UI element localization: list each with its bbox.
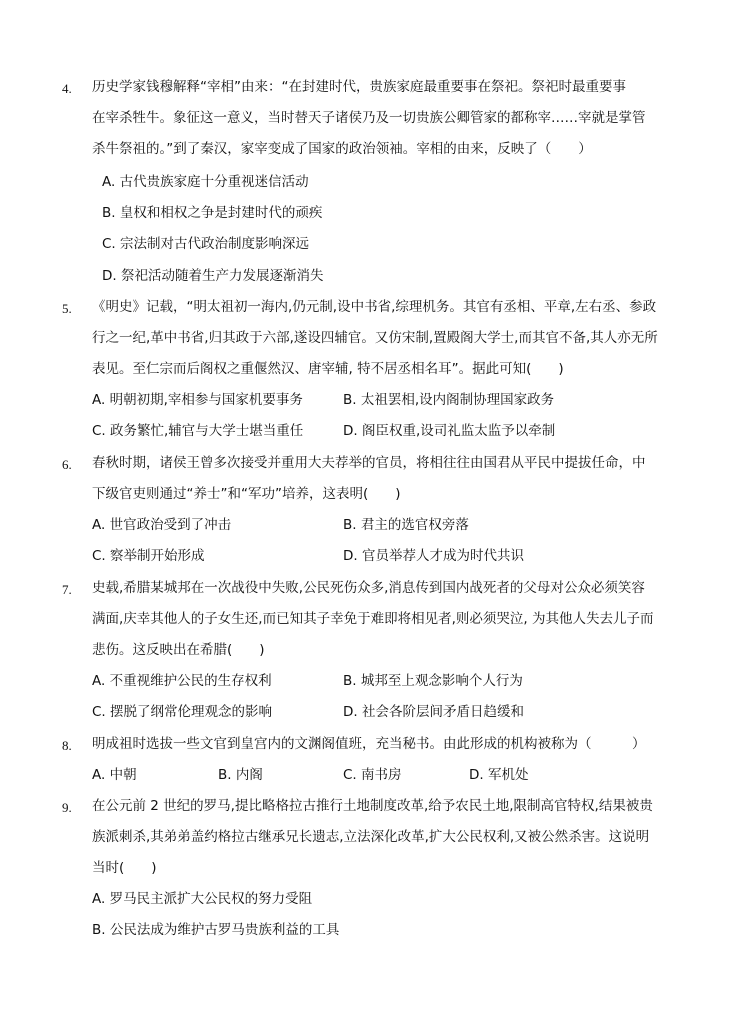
option-a[interactable]: A. 古代贵族家庭十分重视迷信活动 [102, 174, 309, 190]
question-stem-line: 悲伤。这反映出在希腊( ) [92, 642, 265, 658]
question-stem-line: 当时( ) [92, 860, 157, 876]
question-number: 6. [62, 457, 72, 472]
question-stem-line: 在公元前 2 世纪的罗马,提比略格拉古推行土地制度改革,给予农民土地,限制高官特权,结果被贵 [92, 798, 653, 814]
question-stem-line: 族派刺杀,其弟弟盖约格拉古继承兄长遗志,立法深化改革,扩大公民权利,又被公然杀害。这说明 [92, 829, 650, 845]
question-number: 4. [62, 81, 72, 96]
question-stem-line: 《明史》记载，“明太祖初一海内,仍元制,设中书省,综理机务。其官有丞相、平章,左右丞、参政 [92, 299, 657, 315]
question-stem-line: 行之一纪,革中书省,归其政于六部,遂设四辅官。又仿宋制,置殿阁大学士,而其官不备,其人亦无所 [92, 330, 658, 346]
question-stem-line: 杀牛祭祖的。”到了秦汉，家宰变成了国家的政治领袖。宰相的由来，反映了（ ） [92, 141, 592, 157]
question-number: 8. [62, 738, 72, 753]
option-a[interactable]: A. 世官政治受到了冲击 [92, 517, 232, 533]
option-d[interactable]: D. 祭祀活动随着生产力发展逐渐消失 [102, 268, 324, 284]
option-c[interactable]: C. 南书房 [343, 767, 402, 783]
question-number: 9. [62, 800, 72, 815]
option-b[interactable]: B. 太祖罢相,设内阁制协理国家政务 [343, 392, 555, 408]
option-d[interactable]: D. 阁臣权重,设司礼监太监予以牵制 [343, 423, 556, 439]
question-stem-line: 历史学家钱穆解释“宰相”由来：“在封建时代，贵族家庭最重要事在祭祀。祭祀时最重要事 [92, 79, 626, 95]
question-number: 7. [62, 582, 72, 597]
option-b[interactable]: B. 君主的选官权旁落 [343, 517, 469, 533]
option-c[interactable]: C. 宗法制对古代政治制度影响深远 [102, 236, 310, 252]
option-b[interactable]: B. 内阁 [218, 767, 263, 783]
question-stem-line: 春秋时期，诸侯王曾多次接受并重用大夫荐举的官员，将相往往由国君从平民中提拔任命，中 [92, 455, 646, 471]
option-a[interactable]: A. 不重视维护公民的生存权利 [92, 673, 272, 689]
option-a[interactable]: A. 中朝 [92, 767, 137, 783]
option-d[interactable]: D. 军机处 [469, 767, 529, 783]
option-b[interactable]: B. 公民法成为维护古罗马贵族利益的工具 [92, 922, 340, 938]
option-b[interactable]: B. 城邦至上观念影响个人行为 [343, 673, 523, 689]
option-d[interactable]: D. 社会各阶层间矛盾日趋缓和 [343, 704, 524, 720]
question-stem-line: 在宰杀牲牛。象征这一意义，当时替天子诸侯乃及一切贵族公卿管家的都称宰……宰就是掌管 [92, 110, 646, 126]
option-d[interactable]: D. 官员举荐人才成为时代共识 [343, 548, 524, 564]
option-c[interactable]: C. 察举制开始形成 [92, 548, 205, 564]
question-stem-line: 满面,庆幸其他人的子女生还,而已知其子幸免于难即将相见者,则必须哭泣, 为其他人失去儿子而 [92, 611, 654, 627]
option-a[interactable]: A. 明朝初期,宰相参与国家机要事务 [92, 392, 303, 408]
option-b[interactable]: B. 皇权和相权之争是封建时代的顽疾 [102, 205, 323, 221]
option-a[interactable]: A. 罗马民主派扩大公民权的努力受阻 [92, 891, 313, 907]
question-number: 5. [62, 301, 72, 316]
option-c[interactable]: C. 摆脱了纲常伦理观念的影响 [92, 704, 273, 720]
question-stem-line: 史载,希腊某城邦在一次战役中失败,公民死伤众多,消息传到国内战死者的父母对公众必须笑容 [92, 580, 645, 596]
question-stem-line: 明成祖时选拔一些文官到皇宫内的文渊阁值班，充当秘书。由此形成的机构被称为（ ） [92, 736, 646, 752]
question-stem-line: 表见。至仁宗而后阁权之重偃然汉、唐宰辅, 特不居丞相名耳”。据此可知( ) [92, 361, 564, 377]
question-stem-line: 下级官吏则通过“养士”和“军功”培养，这表明( ) [92, 486, 401, 502]
option-c[interactable]: C. 政务繁忙,辅官与大学士堪当重任 [92, 423, 304, 439]
